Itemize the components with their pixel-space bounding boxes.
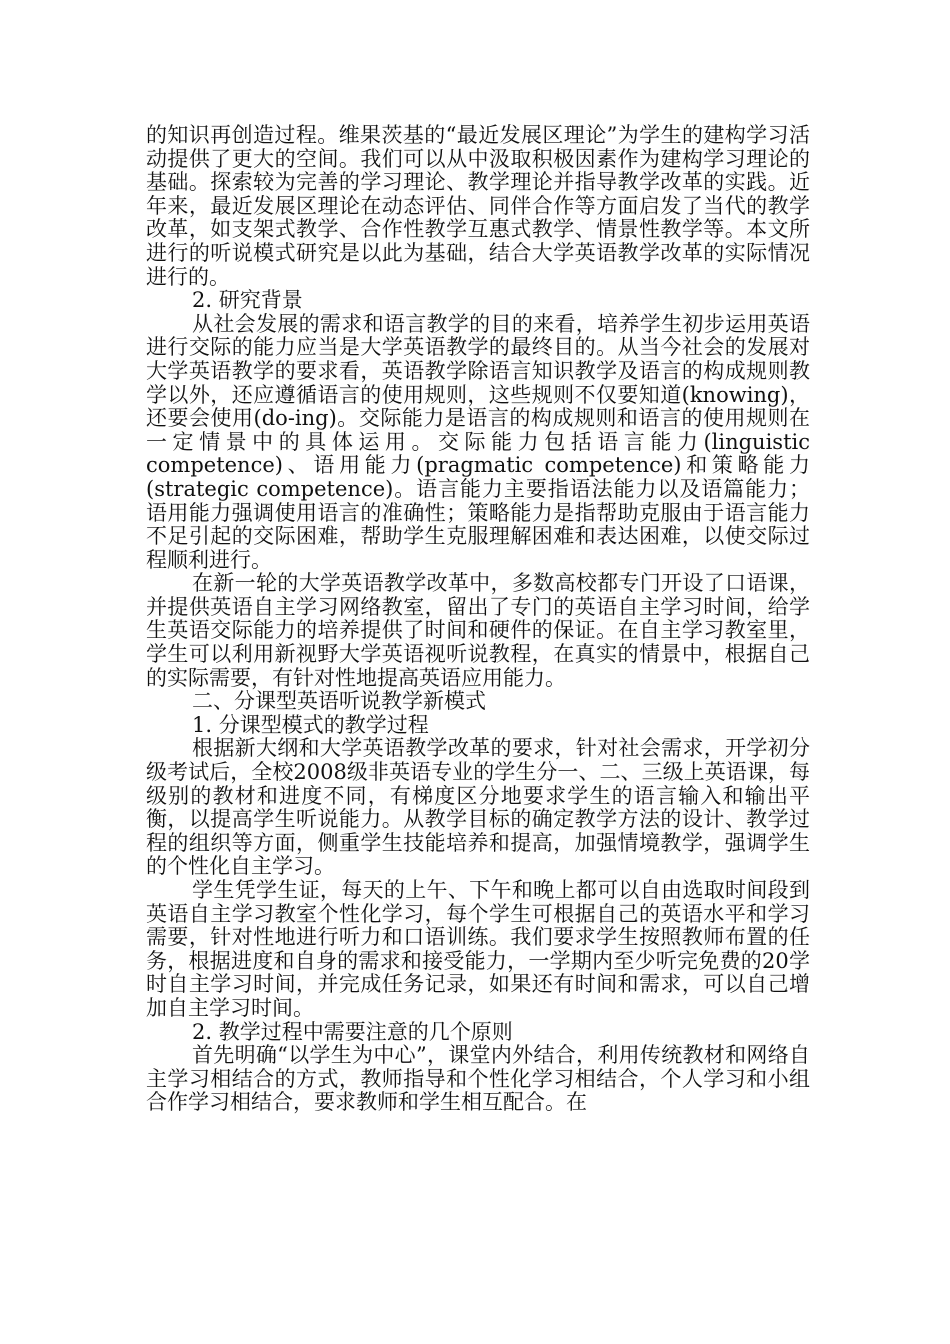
paragraph-reform-self-study: 在新一轮的大学英语教学改革中，多数高校都专门开设了口语课，并提供英语自主学习网络教室，留出了专门的英语自主学习时间，给学生英语交际能力的培养提供了时间和硬件的保证。在自主学习教室里，学生可以利用新视野大学英语视听说教程，在真实的情景中，根据自己的实际需要，有针对性地提高英语应用能力。 [146, 571, 810, 690]
paragraph-student-centered: 首先明确“以学生为中心”，课堂内外结合，利用传统教材和网络自主学习相结合的方式，教师指导和个性化学习相结合，个人学习和小组合作学习相结合，要求教师和学生相互配合。在 [146, 1043, 810, 1115]
subsection-heading-principles: 2. 教学过程中需要注意的几个原则 [192, 1019, 513, 1044]
paragraph-communicative-competence: 从社会发展的需求和语言教学的目的来看，培养学生初步运用英语进行交际的能力应当是大学英语教学的最终目的。从当今社会的发展对大学英语教学的要求看，英语教学除语言知识教学及语言的构成规则教学以外，还应遵循语言的使用规则，这些规则不仅要知道(knowing)，还要会使用(do-ing)。交际能力是语言的构成规则和语言的使用规则在一定情景中的具体运用。交际能力包括语言能力(linguistic competence)、语用能力(pragmatic competence)和策略能力(strategic competence)。语言能力主要指语法能力以及语篇能力；语用能力强调使用语言的准确性；策略能力是指帮助克服由于语言能力不足引起的交际困难，帮助学生克服理解困难和表达困难，以使交际过程顺利进行。 [146, 311, 810, 572]
paragraph-student-self-study: 学生凭学生证，每天的上午、下午和晚上都可以自由选取时间段到英语自主学习教室个性化学习，每个学生可根据自己的英语水平和学习需要，针对性地进行听力和口语训练。我们要求学生按照教师布置的任务，根据进度和自身的需求和接受能力，一学期内至少听完免费的20学时自主学习时间，并完成任务记录，如果还有时间和需求，可以自己增加自主学习时间。 [146, 878, 810, 1020]
paragraph-zpd-theory: 的知识再创造过程。维果茨基的“最近发展区理论”为学生的建构学习活动提供了更大的空间。我们可以从中汲取积极因素作为建构学习理论的基础。探索较为完善的学习理论、教学理论并指导教学改革的实践。近年来，最近发展区理论在动态评估、同伴合作等方面启发了当代的教学改革，如支架式教学、合作性教学互惠式教学、情景性教学等。本文所进行的听说模式研究是以此为基础，结合大学英语教学改革的实际情况进行的。 [146, 123, 810, 289]
document-body [146, 124, 810, 1115]
subsection-heading-teaching-process: 1. 分课型模式的教学过程 [192, 712, 429, 737]
section-heading-new-model: 二、分课型英语听说教学新模式 [192, 689, 486, 714]
paragraph-graded-classes: 根据新大纲和大学英语教学改革的要求，针对社会需求，开学初分级考试后，全校2008级非英语专业的学生分一、二、三级上英语课，每级别的教材和进度不同，有梯度区分地要求学生的语言输入和输出平衡，以提高学生听说能力。从教学目标的确定教学方法的设计、教学过程的组织等方面，侧重学生技能培养和提高，加强情境教学，强调学生的个性化自主学习。 [146, 736, 810, 879]
section-heading-research-background: 2. 研究背景 [192, 288, 303, 313]
